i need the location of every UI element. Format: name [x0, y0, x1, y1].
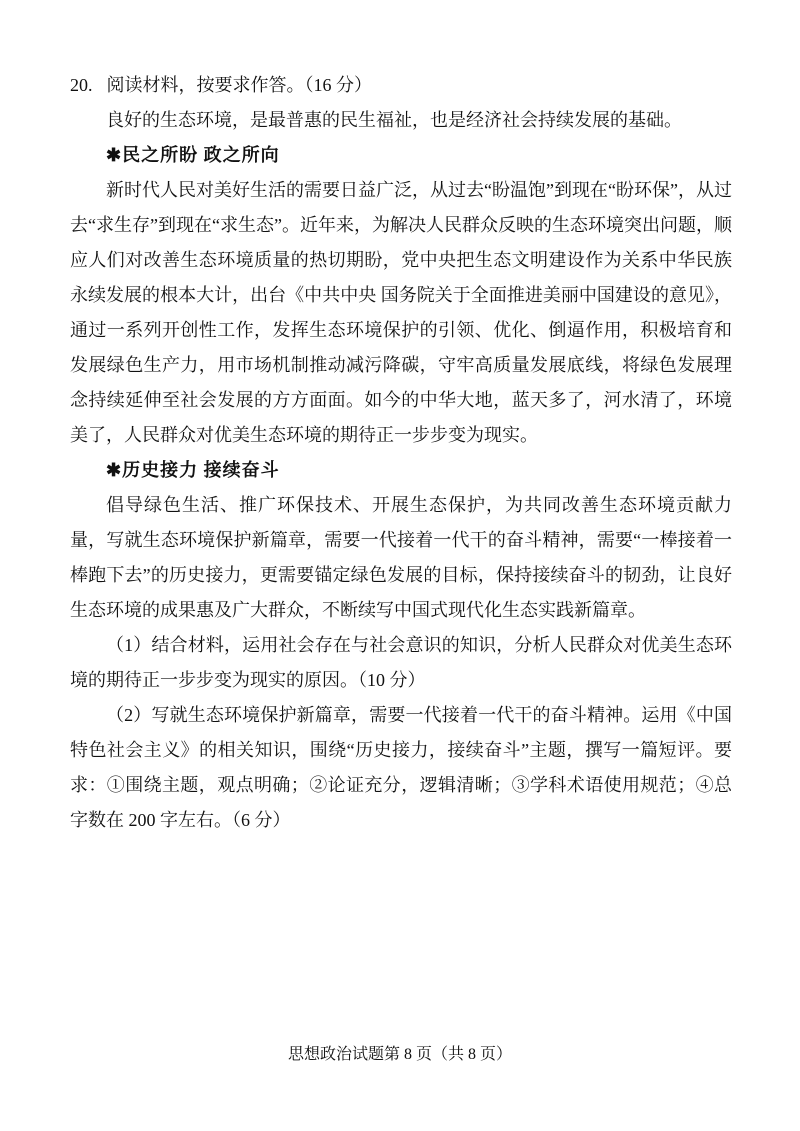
subquestion-2: （2）写就生态环境保护新篇章，需要一代接着一代干的奋斗精神。运用《中国特色社会主义》的相关知识，围绕“历史接力，接续奋斗”主题，撰写一篇短评。要求：①围绕主题，观点明确；②论证充分，逻辑清晰；③学科术语使用规范；④总字数在 200 字左右。（6 分）	[70, 705, 732, 830]
page-footer: 思想政治试题第 8 页（共 8 页）	[287, 1046, 512, 1063]
material-section-1-heading: ✱民之所盼 政之所向	[106, 145, 280, 165]
material-section-2-heading: ✱历史接力 接续奋斗	[106, 460, 280, 480]
question-number: 20.	[70, 75, 93, 95]
question-20-stem-line	[70, 68, 732, 103]
question-stem-text: 阅读材料，按要求作答。（16 分）	[106, 75, 372, 95]
question-20-block	[70, 68, 732, 838]
material-section-2-paragraph: 倡导绿色生活、推广环保技术、开展生态保护，为共同改善生态环境贡献力量，写就生态环境保护新篇章，需要一代接着一代干的奋斗精神，需要“一棒接着一棒跑下去”的历史接力，更需要锚定绿色发展的目标，保持接续奋斗的韧劲，让良好生态环境的成果惠及广大群众，不断续写中国式现代化生态实践新篇章。	[70, 495, 732, 620]
subquestion-1: （1）结合材料，运用社会存在与社会意识的知识，分析人民群众对优美生态环境的期待正一步步变为现实的原因。（10 分）	[70, 635, 732, 690]
material-section-1-paragraph: 新时代人民对美好生活的需要日益广泛，从过去“盼温饱”到现在“盼环保”，从过去“求生存”到现在“求生态”。近年来，为解决人民群众反映的生态环境突出问题，顺应人们对改善生态环境质量的热切期盼，党中央把生态文明建设作为关系中华民族永续发展的根本大计，出台《中共中央 国务院关于全面推进美丽中国建设的意见》，通过一系列开创性工作，发挥生态环境保护的引领、优化、倒逼作用，积极培育和发展绿色生产力，用市场机制推动减污降碳，守牢高质量发展底线，将绿色发展理念持续延伸至社会发展的方方面面。如今的中华大地，蓝天多了，河水清了，环境美了，人民群众对优美生态环境的期待正一步步变为现实。	[70, 180, 732, 445]
material-intro: 良好的生态环境，是最普惠的民生福祉，也是经济社会持续发展的基础。	[106, 110, 682, 130]
